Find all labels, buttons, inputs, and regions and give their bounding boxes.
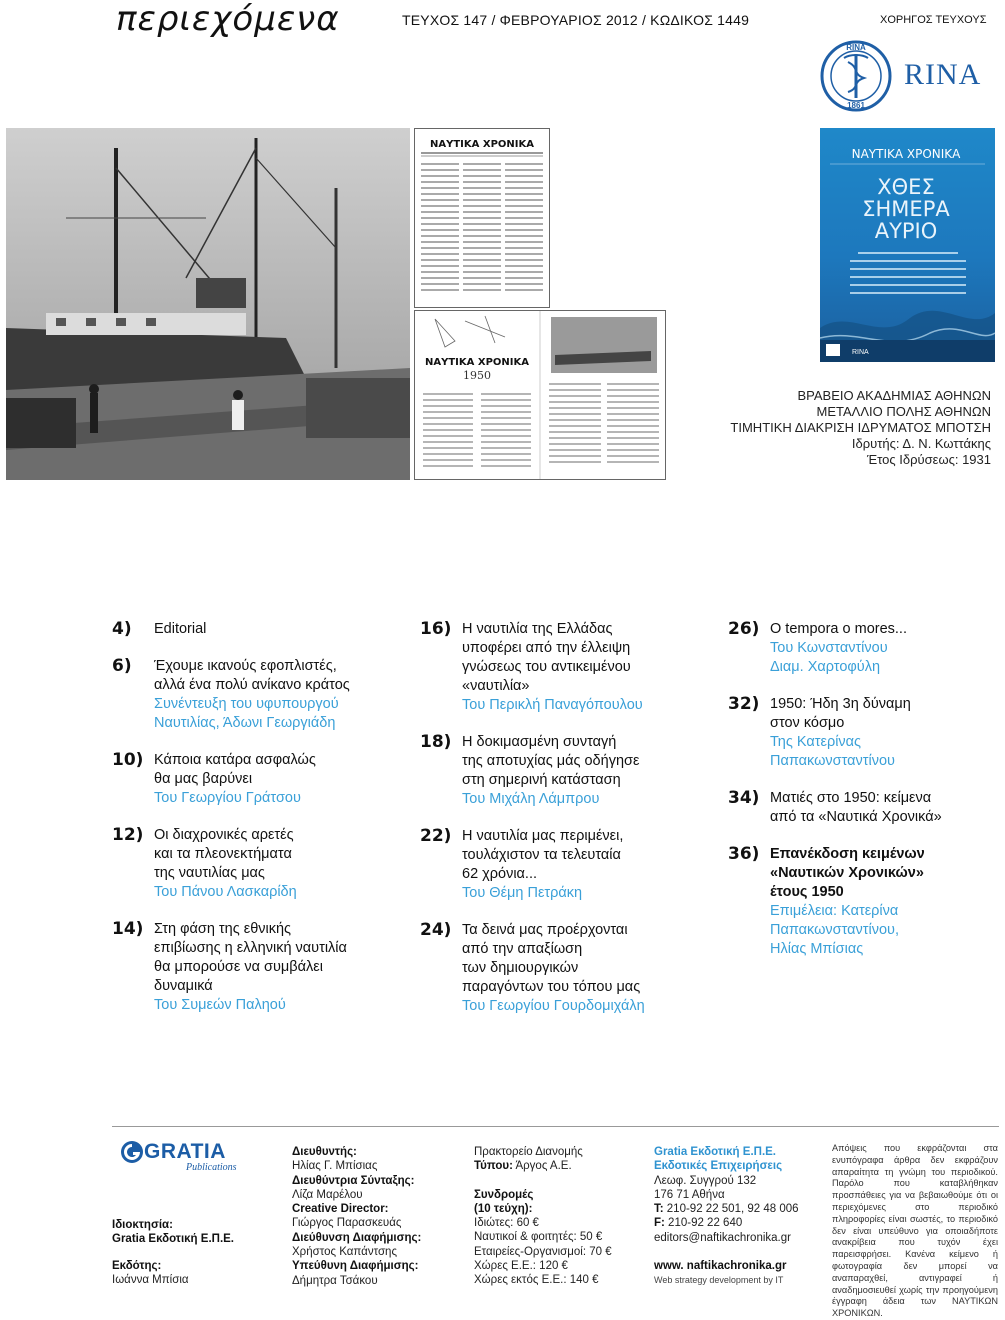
toc-page-number: 6) — [112, 656, 132, 676]
agency-label: Πρακτορείο Διανομής — [474, 1146, 583, 1158]
toc-article-title: Κάποια κατάρα ασφαλώς θα μας βαρύνει — [154, 752, 316, 787]
ads-manager-value: Δήμητρα Τσάκου — [292, 1274, 378, 1287]
toc-article-author: Του Κωνσταντίνου Διαμ. Χαρτοφύλη — [770, 640, 888, 675]
publisher-address-1: Λεωφ. Συγγρού 132 — [654, 1174, 757, 1187]
fax-label: F: — [654, 1217, 665, 1230]
toc-article-author: Του Περικλή Παναγόπουλου — [462, 697, 643, 713]
toc-entry[interactable] — [420, 620, 720, 715]
agency-label-2: Τύπου: — [474, 1160, 513, 1173]
agency-value: Άργος Α.Ε. — [515, 1160, 572, 1173]
seal-text: RINA — [846, 43, 866, 52]
cover-graphic — [820, 128, 995, 362]
publisher-value: Ιωάννα Μπίσια — [112, 1273, 189, 1286]
toc-page-number: 16) — [420, 619, 452, 639]
fax-value: 210-92 22 640 — [664, 1217, 743, 1230]
subscription-rate: Χώρες εκτός Ε.Ε.: 140 € — [474, 1274, 599, 1287]
toc-page-number: 36) — [728, 844, 760, 864]
gratia-logo-word: GRATIA — [144, 1140, 226, 1163]
director-value: Ηλίας Γ. Μπίσιας — [292, 1160, 378, 1173]
publisher-name: Gratia Εκδοτική Ε.Π.Ε. — [654, 1146, 777, 1158]
toc-entry[interactable] — [112, 826, 412, 902]
thumb-b-year: 1950 — [463, 369, 491, 382]
ownership-label: Ιδιοκτησία: — [112, 1219, 173, 1231]
publisher-name-2: Εκδοτικές Επιχειρήσεις — [654, 1160, 783, 1173]
toc-article-title: Τα δεινά μας προέρχονται από την απαξίωση των δημιουργικών παραγόντων του τόπου μας — [462, 922, 641, 995]
toc-article-author: Συνέντευξη του υφυπουργού Ναυτιλίας, Άδωνι Γεωργιάδη — [154, 696, 339, 731]
archive-page-thumbnail — [414, 128, 550, 308]
toc-article-title: Οι διαχρονικές αρετές και τα πλεονεκτήματα της ναυτιλίας μας — [154, 827, 294, 881]
subscription-rate: Χώρες Ε.Ε.: 120 € — [474, 1260, 568, 1273]
toc-page-number: 14) — [112, 919, 144, 939]
sponsor-name: RINA — [904, 58, 982, 91]
award-line: ΤΙΜΗΤΙΚΗ ΔΙΑΚΡΙΣΗ ΙΔΡΥΜΑΤΟΣ ΜΠΟΤΣΗ — [730, 420, 991, 435]
ads-director-label: Διεύθυνση Διαφήμισης: — [292, 1231, 422, 1244]
staff-block — [292, 1145, 421, 1288]
toc-article-title: Έχουμε ικανούς εφοπλιστές, αλλά ένα πολύ ανίκανο κράτος — [154, 658, 350, 693]
issue-line: ΤΕΥΧΟΣ 147 / ΦΕΒΡΟΥΑΡΙΟΣ 2012 / ΚΩΔΙΚΟΣ 1449 — [402, 12, 750, 28]
thumb-a-title: ΝΑΥΤΙΚΑ ΧΡΟΝΙΚΑ — [430, 139, 534, 150]
toc-article-title: Επανέκδοση κειμένων «Ναυτικών Χρονικών» έτους 1950 — [770, 846, 925, 900]
founder-line: Ιδρυτής: Δ. Ν. Κωττάκης — [851, 436, 991, 451]
cover-footer: RINA — [852, 349, 869, 356]
toc-article-title: Editorial — [154, 621, 207, 637]
footer-divider — [112, 1126, 999, 1127]
toc-page-number: 12) — [112, 825, 144, 845]
toc-article-author: Του Γεωργίου Γουρδομιχάλη — [462, 998, 645, 1014]
toc-article-title: 1950: Ήδη 3η δύναμη στον κόσμο — [770, 696, 911, 731]
publisher-address-2: 176 71 Αθήνα — [654, 1188, 725, 1201]
toc-page-number: 4) — [112, 619, 132, 639]
seal-year: 1861 — [847, 101, 865, 110]
toc-column-3 — [728, 620, 998, 977]
creative-value: Γιώργος Παρασκευάς — [292, 1217, 402, 1230]
toc-entry[interactable] — [112, 920, 412, 1015]
phone-label: T: — [654, 1203, 664, 1216]
publisher-label: Εκδότης: — [112, 1259, 162, 1272]
director-label: Διευθυντής: — [292, 1146, 357, 1158]
cover-masthead: ΝΑΥΤΙΚΑ ΧΡΟΝΙΚΑ — [851, 147, 961, 161]
anniversary-edition-cover — [820, 128, 995, 362]
historic-ship-photo — [6, 128, 410, 480]
toc-page-number: 22) — [420, 826, 452, 846]
subscriptions-label-2: (10 τεύχη): — [474, 1202, 533, 1215]
gratia-logo-icon — [120, 1140, 144, 1164]
toc-article-title: Η ναυτιλία μας περιμένει, τουλάχιστον τα τελευταία 62 χρόνια... — [462, 828, 624, 882]
toc-entry[interactable] — [728, 695, 998, 771]
toc-article-author: Της Κατερίνας Παπακωνσταντίνου — [770, 734, 895, 769]
email-link[interactable]: editors@naftikachronika.gr — [654, 1231, 791, 1244]
toc-entry[interactable] — [112, 751, 412, 808]
web-credit: Web strategy development by IT — [654, 1275, 784, 1286]
toc-article-author: Του Θέμη Πετράκη — [462, 885, 583, 901]
rina-seal-logo — [820, 40, 892, 112]
phone-value: 210-92 22 501, 92 48 006 — [663, 1203, 799, 1216]
ownership-value: Gratia Εκδοτική Ε.Π.Ε. — [112, 1233, 235, 1246]
toc-article-title: Ματιές στο 1950: κείμενα από τα «Ναυτικά Χρονικά» — [770, 790, 942, 825]
toc-entry[interactable] — [112, 657, 412, 733]
toc-page-number: 32) — [728, 694, 760, 714]
archive-spread-graphic — [415, 311, 665, 479]
toc-page-number: 24) — [420, 920, 452, 940]
thumb-b-title: ΝΑΥΤΙΚΑ ΧΡΟΝΙΚΑ — [425, 357, 529, 368]
toc-page-number: 34) — [728, 788, 760, 808]
subscription-rate: Ναυτικοί & φοιτητές: 50 € — [474, 1231, 603, 1244]
toc-article-title: Στη φάση της εθνικής επιβίωσης η ελληνική ναυτιλία θα μπορούσε να συμβάλει δυναμικά — [154, 921, 347, 994]
toc-article-author: Του Γεωργίου Γράτσου — [154, 790, 301, 806]
gratia-logo-sub: Publications — [186, 1162, 237, 1173]
toc-entry[interactable] — [728, 789, 998, 827]
distribution-subscriptions-block — [474, 1145, 612, 1288]
toc-article-author: Του Μιχάλη Λάμπρου — [462, 791, 600, 807]
ownership-block — [112, 1218, 234, 1287]
cover-line-1: ΧΘΕΣ — [877, 175, 935, 199]
toc-article-author: Του Πάνου Λασκαρίδη — [154, 884, 297, 900]
editor-label: Διευθύντρια Σύνταξης: — [292, 1174, 415, 1187]
toc-page-number: 18) — [420, 732, 452, 752]
subscription-rate: Εταιρείες-Οργανισμοί: 70 € — [474, 1245, 612, 1258]
toc-column-2 — [420, 620, 720, 1034]
sponsor-label: ΧΟΡΗΓΟΣ ΤΕΥΧΟΥΣ — [880, 14, 987, 26]
toc-article-author: Επιμέλεια: Κατερίνα Παπακωνσταντίνου, Ηλίας Μπίσιας — [770, 903, 900, 957]
toc-entry[interactable] — [420, 733, 720, 809]
editor-value: Λίζα Μαρέλου — [292, 1188, 363, 1201]
toc-article-author: Του Συμεών Παληού — [154, 997, 286, 1013]
subscription-rate: Ιδιώτες: 60 € — [474, 1217, 539, 1230]
toc-entry[interactable] — [728, 620, 998, 677]
creative-label: Creative Director: — [292, 1203, 389, 1216]
toc-page-number: 26) — [728, 619, 760, 639]
award-line: ΒΡΑΒΕΙΟ ΑΚΑΔΗΜΙΑΣ ΑΘΗΝΩΝ — [797, 388, 991, 403]
award-line: ΜΕΤΑΛΛΙΟ ΠΟΛΗΣ ΑΘΗΝΩΝ — [816, 404, 991, 419]
cover-line-2: ΣΗΜΕΡΑ — [862, 197, 950, 221]
disclaimer-text: Απόψεις που εκφράζονται στα ενυπόγραφα άρθρα δεν εκφράζουν απαραίτητα τη γνώμη του περιοδικού. Παρόλο που καταβλήθηκαν προσπάθειες για να βεβαιωθούμε ότι οι περιεχόμενες στο περιοδικό πληροφορίες είναι σωστές, το περιοδικό δεν είναι υπεύθυνο για οποιαδήποτε ανακρίβεια που τυχόν έχει παρεισφρήσει. Κανένα κείμενο ή φωτογραφία δεν μπορεί να αναπαραχθεί, αντιγραφεί ή αναδημοσιευθεί χωρίς την προηγούμενη έγγραφη άδεια των ΝΑΥΤΙΚΩΝ ΧΡΟΝΙΚΩΝ. — [832, 1143, 998, 1319]
ads-director-value: Χρήστος Καπάντσης — [292, 1246, 397, 1259]
archive-page-graphic — [415, 129, 549, 307]
founded-year-line: Έτος Ιδρύσεως: 1931 — [867, 452, 991, 467]
toc-entry[interactable] — [728, 845, 998, 959]
toc-column-1 — [112, 620, 412, 1033]
toc-article-title: O tempora o mores... — [770, 621, 907, 637]
toc-entry[interactable] — [420, 827, 720, 903]
toc-page-number: 10) — [112, 750, 144, 770]
awards-block — [730, 388, 991, 468]
archive-spread-thumbnail — [414, 310, 666, 480]
toc-entry[interactable] — [420, 921, 720, 1016]
ship-illustration — [6, 128, 410, 480]
page-title: περιεχόμενα — [116, 0, 340, 39]
cover-line-3: ΑΥΡΙΟ — [874, 219, 938, 243]
toc-article-title: Η δοκιμασμένη συνταγή της αποτυχίας μάς οδήγησε στη σημερινή κατάσταση — [462, 734, 640, 788]
publisher-contact-block — [654, 1145, 799, 1288]
subscriptions-label: Συνδρομές — [474, 1188, 534, 1201]
toc-article-title: Η ναυτιλία της Ελλάδας υποφέρει από την έλλειψη γνώσεως του αντικειμένου «ναυτιλία» — [462, 621, 631, 694]
website-link[interactable]: www. naftikachronika.gr — [654, 1260, 787, 1273]
toc-entry[interactable] — [112, 620, 412, 639]
ads-manager-label: Υπεύθυνη Διαφήμισης: — [292, 1260, 419, 1273]
